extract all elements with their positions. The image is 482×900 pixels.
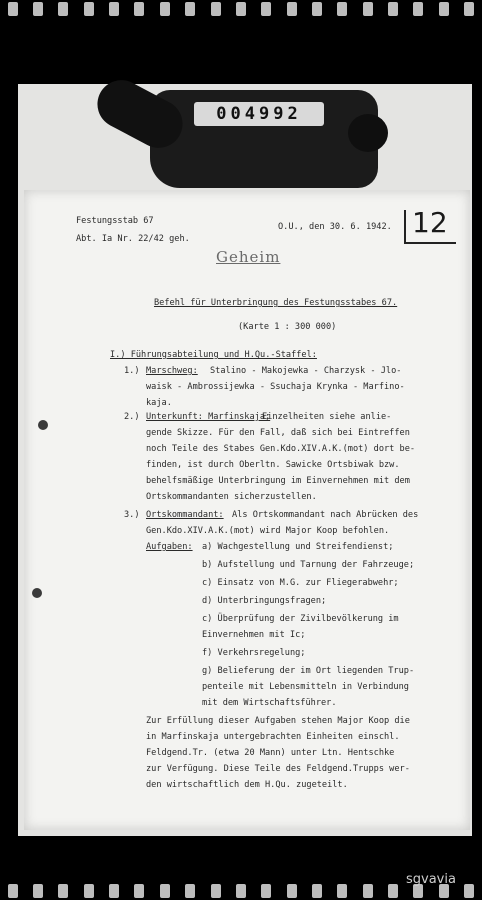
page-number-underline [404, 242, 456, 244]
secret-stamp: Geheim [216, 248, 281, 266]
punch-hole [38, 420, 48, 430]
closing-text: Zur Erfüllung dieser Aufgaben stehen Major Koop die [146, 716, 410, 726]
task-item: mit dem Wirtschaftsführer. [202, 698, 337, 708]
item-number: 2.) [124, 412, 140, 422]
tasks-label: Aufgaben: [146, 542, 193, 552]
item-text: kaja. [146, 398, 172, 408]
task-item: a) Wachgestellung und Streifendienst; [202, 542, 394, 552]
closing-text: zur Verfügung. Diese Teile des Feldgend.Trupps wer- [146, 764, 410, 774]
task-item: c) Überprüfung der Zivilbevölkerung im [202, 614, 399, 624]
task-item: b) Aufstellung und Tarnung der Fahrzeuge; [202, 560, 415, 570]
counter-cap [348, 114, 388, 152]
page-number-bracket [404, 210, 406, 244]
closing-text: in Marfinskaja untergebrachten Einheiten einschl. [146, 732, 400, 742]
item-text: Ortskommandanten sicherzustellen. [146, 492, 317, 502]
map-reference: (Karte 1 : 300 000) [238, 322, 337, 332]
watermark: sgvavia [406, 872, 456, 887]
punch-hole [32, 588, 42, 598]
item-text: waisk - Ambrossijewka - Ssuchaja Krynka - Marfino- [146, 382, 405, 392]
frame-counter-device [150, 90, 378, 188]
item-label: Marschweg: [146, 366, 198, 376]
task-item: c) Einsatz von M.G. zur Fliegerabwehr; [202, 578, 399, 588]
task-item: Einvernehmen mit Ic; [202, 630, 306, 640]
item-text: gende Skizze. Für den Fall, daß sich bei Eintreffen [146, 428, 410, 438]
task-item: d) Unterbringungsfragen; [202, 596, 327, 606]
closing-text: den wirtschaftlich dem H.Qu. zugeteilt. [146, 780, 348, 790]
item-text: Gen.Kdo.XIV.A.K.(mot) wird Major Koop befohlen. [146, 526, 390, 536]
counter-readout: 004992 [194, 102, 324, 126]
item-label: Ortskommandant: [146, 510, 224, 520]
closing-text: Feldgend.Tr. (etwa 20 Mann) unter Ltn. Hentschke [146, 748, 395, 758]
item-text: Stalino - Makojewka - Charzysk - Jlo- [210, 366, 402, 376]
document-title: Befehl für Unterbringung des Festungsstabes 67. [154, 298, 398, 308]
item-text: noch Teile des Stabes Gen.Kdo.XIV.A.K.(mot) dort be- [146, 444, 416, 454]
item-number: 3.) [124, 510, 140, 520]
reference-number: Abt. Ia Nr. 22/42 geh. [76, 234, 190, 244]
item-text: behelfsmäßige Unterbringung im Einvernehmen mit dem [146, 476, 410, 486]
item-label: Unterkunft: Marfinskaja; [146, 412, 271, 422]
document-page [24, 190, 470, 830]
task-item: f) Verkehrsregelung; [202, 648, 306, 658]
unit-name: Festungsstab 67 [76, 216, 154, 226]
section-heading: I.) Führungsabteilung und H.Qu.-Staffel: [110, 350, 317, 360]
film-perforations-top [0, 2, 482, 18]
place-date: O.U., den 30. 6. 1942. [278, 222, 392, 232]
item-text: finden, ist durch Oberltn. Sawicke Ortsbiwak bzw. [146, 460, 400, 470]
page-number: 12 [412, 206, 448, 239]
task-item: penteile mit Lebensmitteln in Verbindung [202, 682, 409, 692]
item-text: Einzelheiten siehe anlie- [262, 412, 392, 422]
item-number: 1.) [124, 366, 140, 376]
task-item: g) Belieferung der im Ort liegenden Trup- [202, 666, 415, 676]
item-text: Als Ortskommandant nach Abrücken des [232, 510, 419, 520]
